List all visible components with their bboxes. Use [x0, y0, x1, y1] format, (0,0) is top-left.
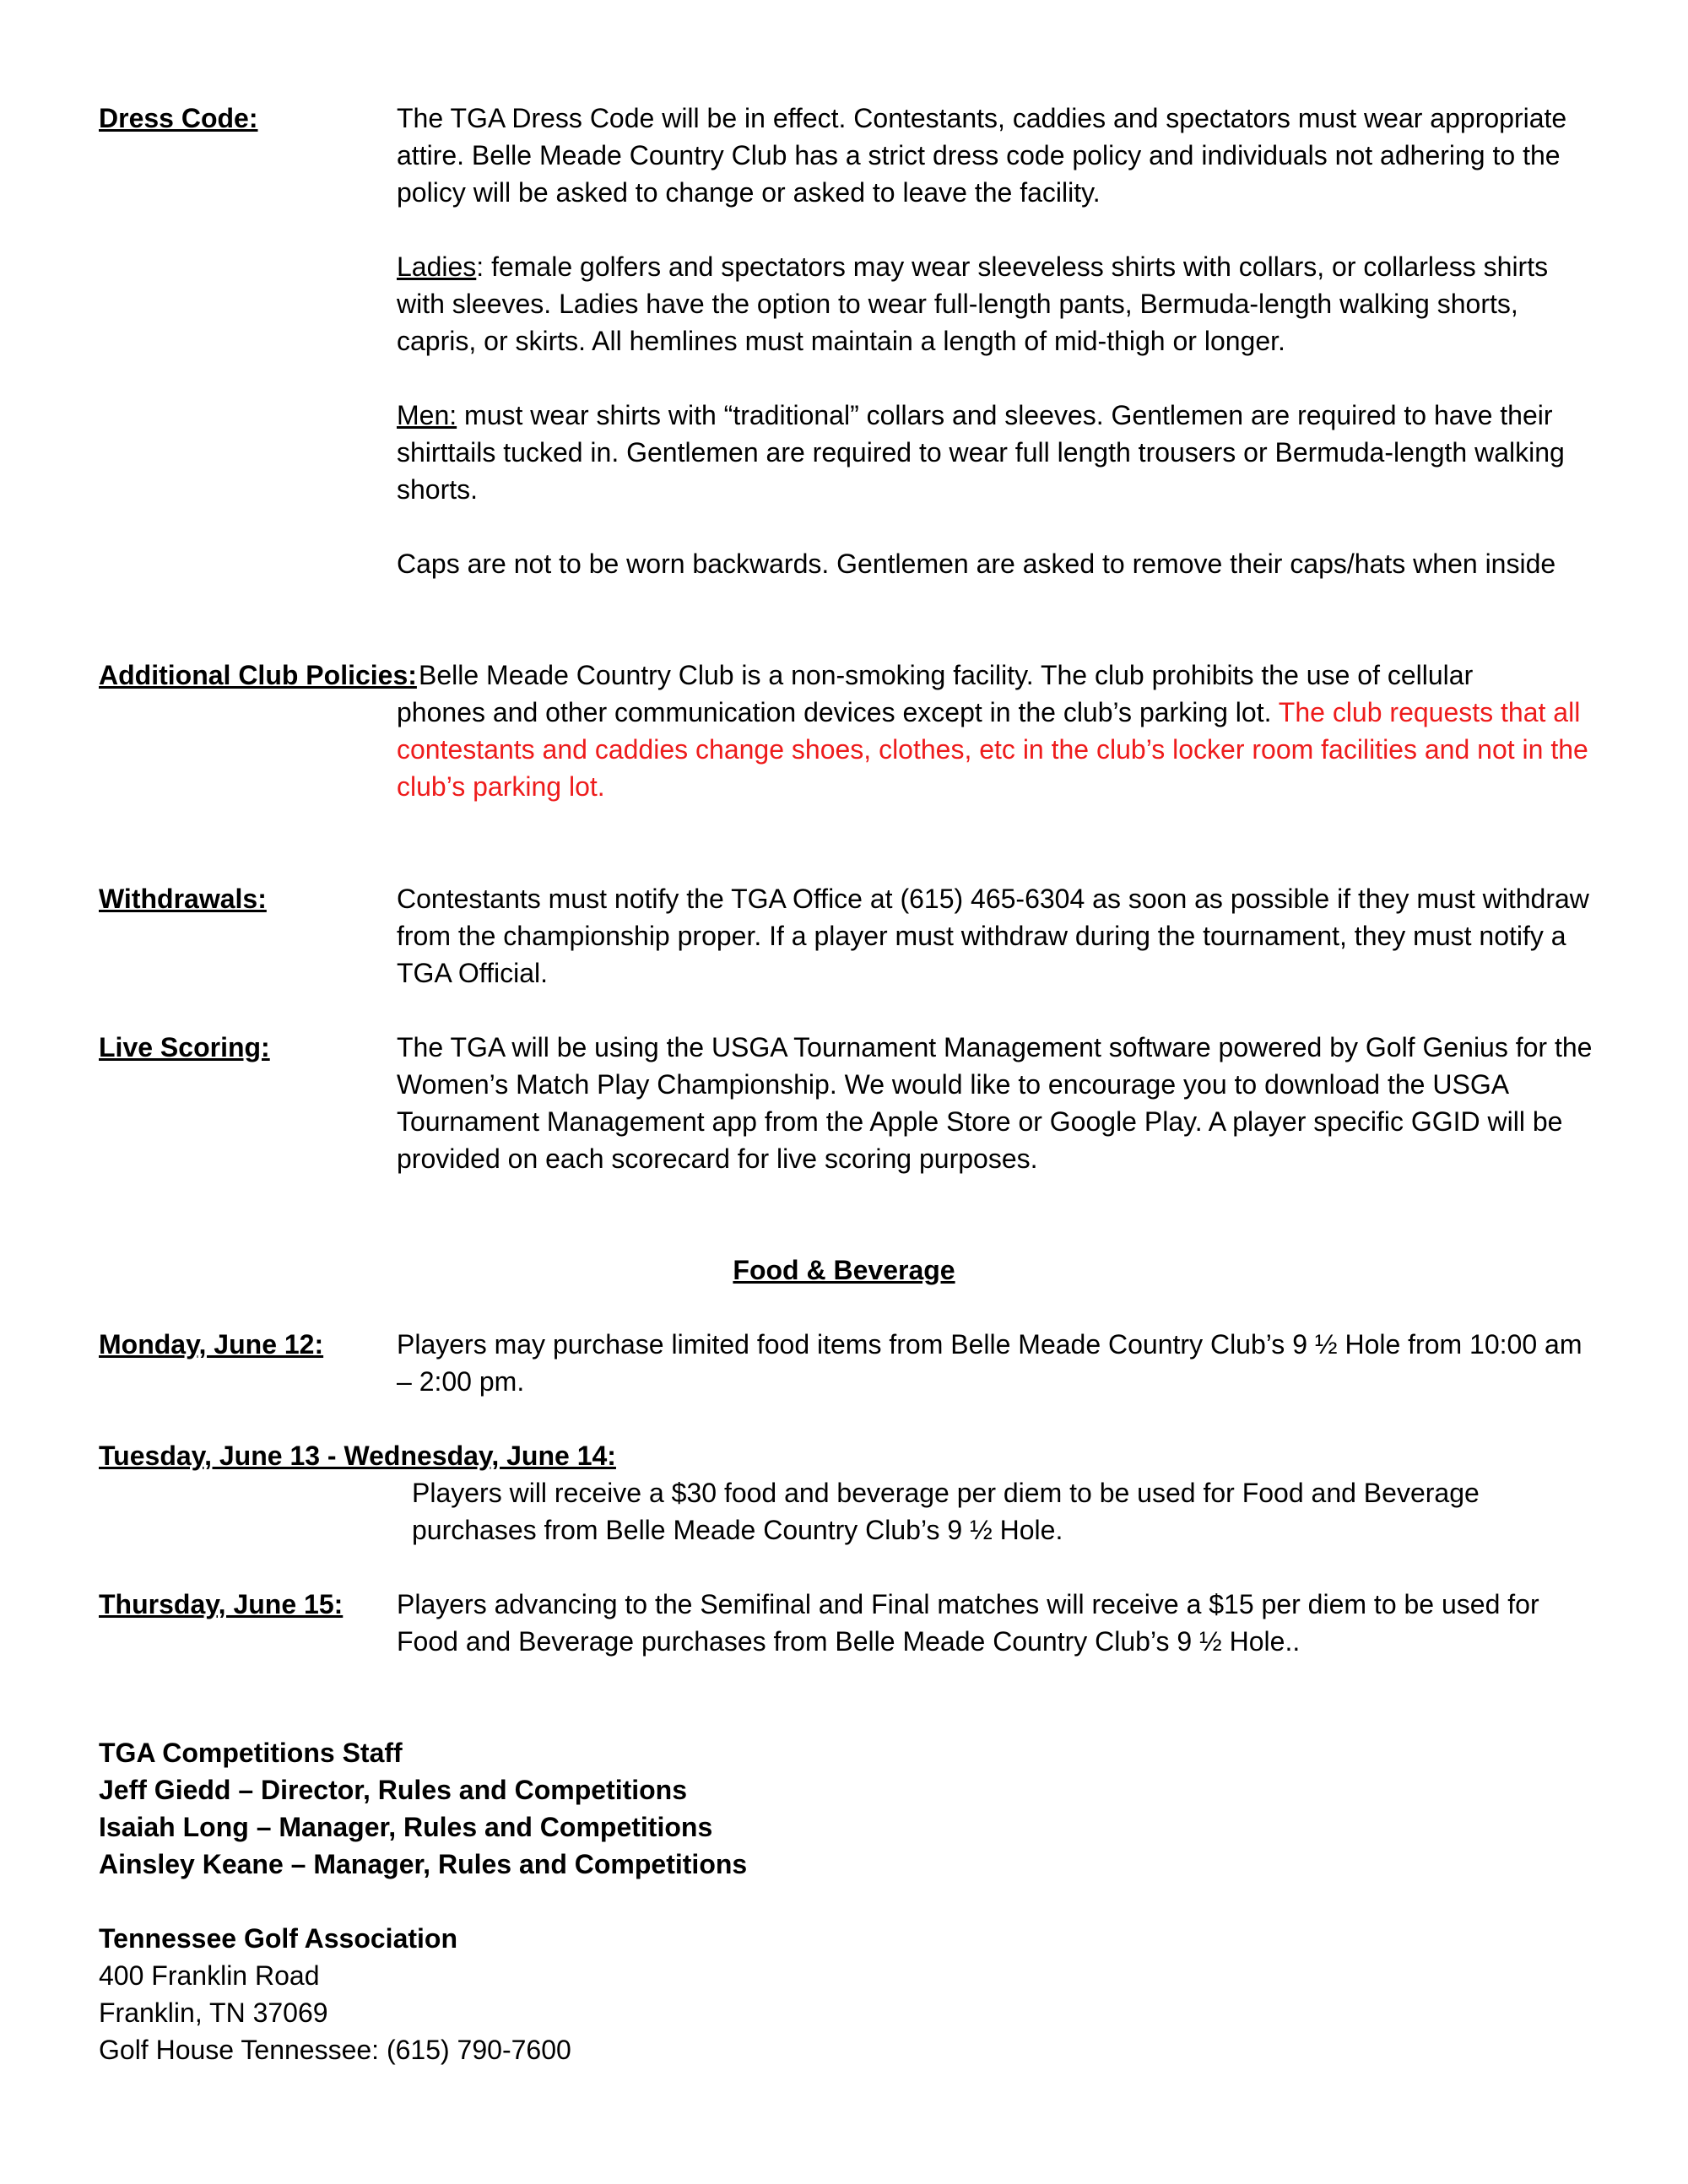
ladies-text: : female golfers and spectators may wear sleeveless shirts with collars, or collarless shirts with sleeves. Ladies have the option to wear full-length pants, Bermuda-length walking shorts, capris, or skirts. All hemlines must maintain a length of mid-thigh or longer.: [397, 251, 1549, 356]
dress-code-intro: The TGA Dress Code will be in effect. Contestants, caddies and spectators must wear appropriate attire. Belle Meade Country Club has a strict dress code policy and individuals not adhering to the policy will be asked to change or asked to leave the facility.: [397, 103, 1567, 208]
live-scoring-label: Live Scoring:: [99, 1032, 270, 1062]
withdrawals-text: Contestants must notify the TGA Office at (615) 465-6304 as soon as possible if they must withdraw from the championship proper. If a player must withdraw during the tournament, they must notify a TGA Official.: [397, 884, 1589, 988]
club-policies-line1: Belle Meade Country Club is a non-smoking facility. The club prohibits the use of cellular: [419, 660, 1474, 690]
club-policies-red-text: The club requests that all contestants and caddies change shoes, clothes, etc in the club’s locker room facilities and not in the club’s parking lot.: [397, 697, 1588, 802]
dress-code-men: [397, 397, 1595, 508]
monday-label: Monday, June 12:: [99, 1329, 324, 1360]
food-beverage-heading-text: Food & Beverage: [733, 1255, 955, 1285]
men-label: Men:: [397, 400, 457, 430]
tue-wed-text: Players will receive a $30 food and beverage per diem to be used for Food and Beverage purchases from Belle Meade Country Club’s 9 ½ Hole.: [412, 1478, 1480, 1545]
tue-wed-label: Tuesday, June 13 - Wednesday, June 14:: [99, 1441, 616, 1471]
club-policies-text: [397, 694, 1595, 805]
association-street: 400 Franklin Road: [99, 1960, 320, 1991]
staff-block: [99, 1734, 747, 1883]
monday-text: Players may purchase limited food items from Belle Meade Country Club’s 9 ½ Hole from 10:00 am – 2:00 pm.: [397, 1329, 1582, 1397]
live-scoring-text: The TGA will be using the USGA Tournament Management software powered by Golf Genius for the Women’s Match Play Championship. We would like to encourage you to download the USGA Tournament Management app from the Apple Store or Google Play. A player specific GGID will be provided on each scorecard for live scoring purposes.: [397, 1032, 1593, 1174]
staff-member: Isaiah Long – Manager, Rules and Competitions: [99, 1812, 713, 1842]
association-city: Franklin, TN 37069: [99, 1997, 328, 2028]
association-phone: Golf House Tennessee: (615) 790-7600: [99, 2035, 571, 2065]
dress-code-caps: Caps are not to be worn backwards. Gentlemen are asked to remove their caps/hats when inside: [397, 549, 1556, 579]
dress-code-label: Dress Code:: [99, 103, 258, 133]
association-block: [99, 1920, 571, 2068]
staff-title: TGA Competitions Staff: [99, 1738, 403, 1768]
club-policies-label: Additional Club Policies:: [99, 660, 417, 690]
ladies-label: Ladies: [397, 251, 477, 282]
club-policies-black-text: phones and other communication devices except in the club’s parking lot.: [397, 697, 1279, 727]
thursday-label: Thursday, June 15:: [99, 1589, 344, 1619]
thursday-text: Players advancing to the Semifinal and Final matches will receive a $15 per diem to be used for Food and Beverage purchases from Belle Meade Country Club’s 9 ½ Hole..: [397, 1589, 1539, 1657]
withdrawals-label: Withdrawals:: [99, 884, 267, 914]
men-text: must wear shirts with “traditional” collars and sleeves. Gentlemen are required to have their shirttails tucked in. Gentlemen are required to wear full length trousers or Bermuda-length walking shorts.: [397, 400, 1565, 505]
food-beverage-heading: [0, 1251, 1688, 1289]
association-name: Tennessee Golf Association: [99, 1923, 457, 1954]
staff-member: Jeff Giedd – Director, Rules and Competitions: [99, 1775, 688, 1805]
staff-member: Ainsley Keane – Manager, Rules and Competitions: [99, 1849, 748, 1879]
dress-code-ladies: [397, 248, 1595, 359]
